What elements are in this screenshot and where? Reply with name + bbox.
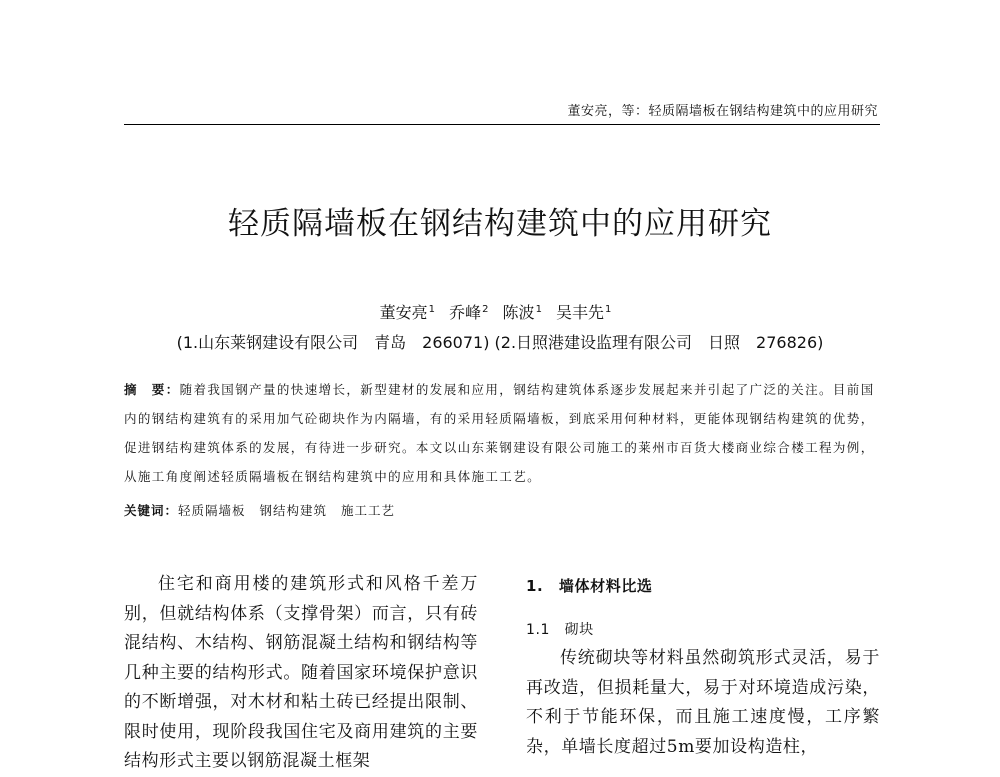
author-list [0, 300, 1000, 323]
header-rule [124, 124, 880, 125]
author-name: 吴丰先 [556, 303, 605, 322]
author-name: 董安亮 [379, 303, 428, 322]
keyword: 钢结构建筑 [259, 503, 328, 518]
author-affiliation-mark: 1 [535, 303, 542, 315]
keywords-label: 关键词： [124, 503, 179, 518]
keywords [124, 501, 880, 519]
right-column [526, 570, 880, 762]
keyword: 轻质隔墙板 [178, 503, 246, 518]
abstract [124, 375, 880, 491]
running-head: 董安亮，等：轻质隔墙板在钢结构建筑中的应用研究 [567, 104, 878, 119]
left-column [124, 570, 478, 777]
author [503, 303, 542, 322]
author-name: 陈波 [502, 303, 535, 322]
body-paragraph: 传统砌块等材料虽然砌筑形式灵活，易于再改造，但损耗量大，易于对环境造成污染，不利于节能环保，而且施工速度慢，工序繁杂，单墙长度超过5m要加设构造柱， [526, 648, 880, 757]
affiliations: (1.山东莱钢建设有限公司 青岛 266071) (2.日照港建设监理有限公司 日照 276826) [176, 333, 824, 352]
author-affiliation-mark: 1 [605, 303, 612, 315]
author [556, 303, 611, 322]
abstract-label: 摘 要： [124, 382, 180, 397]
author [380, 303, 435, 322]
body-paragraph: 住宅和商用楼的建筑形式和风格千差万别，但就结构体系（支撑骨架）而言，只有砖混结构、木结构、钢筋混凝土结构和钢结构等几种主要的结构形式。随着国家环境保护意识的不断增强，对木材和粘土砖已经提出限制、限时使用，现阶段我国住宅及商用建筑的主要结构形式主要以钢筋混凝土框架 [124, 574, 478, 771]
keyword: 施工工艺 [341, 503, 396, 518]
subsection-heading: 1.1 砌块 [526, 622, 594, 638]
author [449, 303, 488, 322]
abstract-text: 随着我国钢产量的快速增长，新型建材的发展和应用，钢结构建筑体系逐步发展起来并引起了广泛的关注。目前国内的钢结构建筑有的采用加气砼砌块作为内隔墙，有的采用轻质隔墙板，到底采用何种材料，更能体现钢结构建筑的优势，促进钢结构建筑体系的发展，有待进一步研究。本文以山东莱钢建设有限公司施工的莱州市百货大楼商业综合楼工程为例，从施工角度阐述轻质隔墙板在钢结构建筑中的应用和具体施工工艺。 [124, 382, 875, 484]
paper-title: 轻质隔墙板在钢结构建筑中的应用研究 [228, 206, 772, 242]
author-name: 乔峰 [449, 303, 482, 322]
author-affiliation-mark: 1 [428, 303, 435, 315]
author-affiliation-mark: 2 [482, 303, 489, 315]
section-heading: 1. 墙体材料比选 [526, 577, 653, 595]
